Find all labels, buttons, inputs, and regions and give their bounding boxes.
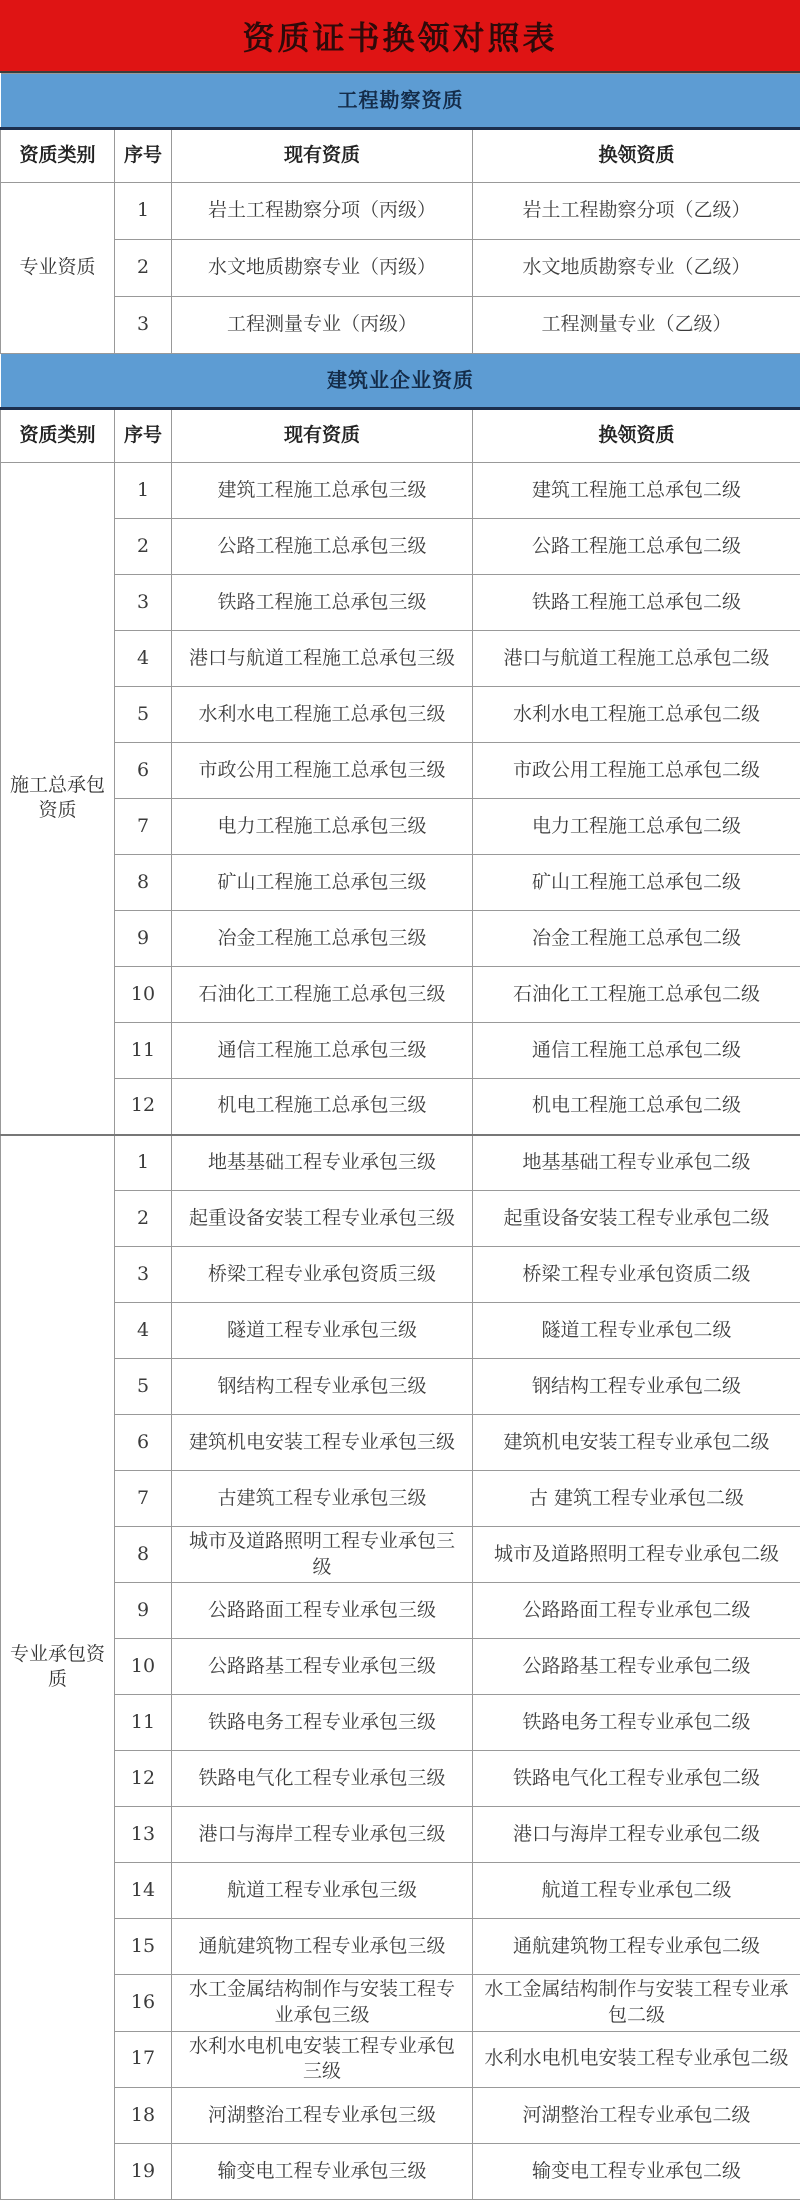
serial-cell: 5 xyxy=(115,1359,172,1415)
renew-qualification-cell: 航道工程专业承包二级 xyxy=(473,1863,800,1919)
serial-cell: 7 xyxy=(115,799,172,855)
serial-cell: 19 xyxy=(115,2143,172,2199)
section-band-label: 建筑业企业资质 xyxy=(1,354,800,409)
renew-qualification-cell: 公路路面工程专业承包二级 xyxy=(473,1583,800,1639)
column-header: 现有资质 xyxy=(172,129,473,183)
serial-cell: 2 xyxy=(115,1191,172,1247)
table-row xyxy=(1,575,800,631)
column-header-row xyxy=(1,409,800,463)
serial-cell: 1 xyxy=(115,1135,172,1191)
table-row xyxy=(1,911,800,967)
serial-cell: 4 xyxy=(115,1303,172,1359)
renew-qualification-cell: 隧道工程专业承包二级 xyxy=(473,1303,800,1359)
section-band-label: 工程勘察资质 xyxy=(1,74,800,129)
current-qualification-cell: 水工金属结构制作与安装工程专业承包三级 xyxy=(172,1975,473,2031)
table-row xyxy=(1,1583,800,1639)
current-qualification-cell: 石油化工工程施工总承包三级 xyxy=(172,967,473,1023)
serial-cell: 8 xyxy=(115,1527,172,1583)
renew-qualification-cell: 冶金工程施工总承包二级 xyxy=(473,911,800,967)
table-row xyxy=(1,855,800,911)
current-qualification-cell: 起重设备安装工程专业承包三级 xyxy=(172,1191,473,1247)
table-row xyxy=(1,463,800,519)
serial-cell: 16 xyxy=(115,1975,172,2031)
table-row xyxy=(1,2031,800,2087)
renew-qualification-cell: 水工金属结构制作与安装工程专业承包二级 xyxy=(473,1975,800,2031)
renew-qualification-cell: 机电工程施工总承包二级 xyxy=(473,1079,800,1135)
table-row xyxy=(1,1919,800,1975)
renew-qualification-cell: 公路工程施工总承包二级 xyxy=(473,519,800,575)
renew-qualification-cell: 水利水电工程施工总承包二级 xyxy=(473,687,800,743)
current-qualification-cell: 建筑工程施工总承包三级 xyxy=(172,463,473,519)
column-header: 序号 xyxy=(115,129,172,183)
renew-qualification-cell: 市政公用工程施工总承包二级 xyxy=(473,743,800,799)
renew-qualification-cell: 古 建筑工程专业承包二级 xyxy=(473,1471,800,1527)
current-qualification-cell: 桥梁工程专业承包资质三级 xyxy=(172,1247,473,1303)
serial-cell: 1 xyxy=(115,183,172,240)
renew-qualification-cell: 桥梁工程专业承包资质二级 xyxy=(473,1247,800,1303)
current-qualification-cell: 航道工程专业承包三级 xyxy=(172,1863,473,1919)
renew-qualification-cell: 矿山工程施工总承包二级 xyxy=(473,855,800,911)
table-row xyxy=(1,2087,800,2143)
current-qualification-cell: 公路路面工程专业承包三级 xyxy=(172,1583,473,1639)
table-row xyxy=(1,519,800,575)
renew-qualification-cell: 钢结构工程专业承包二级 xyxy=(473,1359,800,1415)
current-qualification-cell: 矿山工程施工总承包三级 xyxy=(172,855,473,911)
serial-cell: 6 xyxy=(115,1415,172,1471)
renew-qualification-cell: 输变电工程专业承包二级 xyxy=(473,2143,800,2199)
table-row xyxy=(1,1471,800,1527)
table-row xyxy=(1,1079,800,1135)
renew-qualification-cell: 电力工程施工总承包二级 xyxy=(473,799,800,855)
table-row xyxy=(1,687,800,743)
current-qualification-cell: 公路路基工程专业承包三级 xyxy=(172,1639,473,1695)
renew-qualification-cell: 城市及道路照明工程专业承包二级 xyxy=(473,1527,800,1583)
current-qualification-cell: 机电工程施工总承包三级 xyxy=(172,1079,473,1135)
current-qualification-cell: 港口与海岸工程专业承包三级 xyxy=(172,1807,473,1863)
table-row xyxy=(1,1863,800,1919)
serial-cell: 11 xyxy=(115,1023,172,1079)
serial-cell: 13 xyxy=(115,1807,172,1863)
table-row xyxy=(1,967,800,1023)
table-row xyxy=(1,1975,800,2031)
serial-cell: 18 xyxy=(115,2087,172,2143)
current-qualification-cell: 冶金工程施工总承包三级 xyxy=(172,911,473,967)
serial-cell: 12 xyxy=(115,1079,172,1135)
column-header: 换领资质 xyxy=(473,129,800,183)
current-qualification-cell: 建筑机电安装工程专业承包三级 xyxy=(172,1415,473,1471)
serial-cell: 3 xyxy=(115,575,172,631)
current-qualification-cell: 钢结构工程专业承包三级 xyxy=(172,1359,473,1415)
section-band-row xyxy=(1,354,800,409)
table-row xyxy=(1,1415,800,1471)
table-row xyxy=(1,1807,800,1863)
column-header: 换领资质 xyxy=(473,409,800,463)
current-qualification-cell: 水利水电工程施工总承包三级 xyxy=(172,687,473,743)
serial-cell: 2 xyxy=(115,519,172,575)
renew-qualification-cell: 水利水电机电安装工程专业承包二级 xyxy=(473,2031,800,2087)
current-qualification-cell: 水文地质勘察专业（丙级） xyxy=(172,240,473,297)
current-qualification-cell: 电力工程施工总承包三级 xyxy=(172,799,473,855)
serial-cell: 4 xyxy=(115,631,172,687)
table-row xyxy=(1,799,800,855)
page-title: 资质证书换领对照表 xyxy=(242,18,558,57)
renew-qualification-cell: 公路路基工程专业承包二级 xyxy=(473,1639,800,1695)
table-row xyxy=(1,1751,800,1807)
renew-qualification-cell: 建筑机电安装工程专业承包二级 xyxy=(473,1415,800,1471)
current-qualification-cell: 隧道工程专业承包三级 xyxy=(172,1303,473,1359)
current-qualification-cell: 岩土工程勘察分项（丙级） xyxy=(172,183,473,240)
column-header-row xyxy=(1,129,800,183)
table-row xyxy=(1,297,800,354)
current-qualification-cell: 铁路工程施工总承包三级 xyxy=(172,575,473,631)
serial-cell: 9 xyxy=(115,1583,172,1639)
table-row xyxy=(1,240,800,297)
serial-cell: 1 xyxy=(115,463,172,519)
current-qualification-cell: 输变电工程专业承包三级 xyxy=(172,2143,473,2199)
current-qualification-cell: 地基基础工程专业承包三级 xyxy=(172,1135,473,1191)
column-header: 资质类别 xyxy=(1,129,115,183)
current-qualification-cell: 工程测量专业（丙级） xyxy=(172,297,473,354)
category-cell: 施工总承包资质 xyxy=(1,463,115,1135)
current-qualification-cell: 河湖整治工程专业承包三级 xyxy=(172,2087,473,2143)
category-cell: 专业承包资质 xyxy=(1,1135,115,2200)
table-row xyxy=(1,1247,800,1303)
serial-cell: 5 xyxy=(115,687,172,743)
current-qualification-cell: 古建筑工程专业承包三级 xyxy=(172,1471,473,1527)
current-qualification-cell: 铁路电务工程专业承包三级 xyxy=(172,1695,473,1751)
table-row xyxy=(1,631,800,687)
column-header: 资质类别 xyxy=(1,409,115,463)
table-row xyxy=(1,1527,800,1583)
serial-cell: 15 xyxy=(115,1919,172,1975)
current-qualification-cell: 铁路电气化工程专业承包三级 xyxy=(172,1751,473,1807)
renew-qualification-cell: 岩土工程勘察分项（乙级） xyxy=(473,183,800,240)
renew-qualification-cell: 铁路工程施工总承包二级 xyxy=(473,575,800,631)
current-qualification-cell: 公路工程施工总承包三级 xyxy=(172,519,473,575)
serial-cell: 17 xyxy=(115,2031,172,2087)
serial-cell: 6 xyxy=(115,743,172,799)
serial-cell: 10 xyxy=(115,1639,172,1695)
renew-qualification-cell: 工程测量专业（乙级） xyxy=(473,297,800,354)
table-row xyxy=(1,1023,800,1079)
serial-cell: 8 xyxy=(115,855,172,911)
table-row xyxy=(1,1695,800,1751)
current-qualification-cell: 通航建筑物工程专业承包三级 xyxy=(172,1919,473,1975)
renew-qualification-cell: 水文地质勘察专业（乙级） xyxy=(473,240,800,297)
renew-qualification-cell: 铁路电务工程专业承包二级 xyxy=(473,1695,800,1751)
renew-qualification-cell: 通航建筑物工程专业承包二级 xyxy=(473,1919,800,1975)
table-row xyxy=(1,1639,800,1695)
renew-qualification-cell: 港口与航道工程施工总承包二级 xyxy=(473,631,800,687)
table-row xyxy=(1,2143,800,2199)
table-row xyxy=(1,183,800,240)
renew-qualification-cell: 港口与海岸工程专业承包二级 xyxy=(473,1807,800,1863)
serial-cell: 14 xyxy=(115,1863,172,1919)
page-title-bar xyxy=(0,0,800,73)
renew-qualification-cell: 铁路电气化工程专业承包二级 xyxy=(473,1751,800,1807)
current-qualification-cell: 水利水电机电安装工程专业承包三级 xyxy=(172,2031,473,2087)
renew-qualification-cell: 通信工程施工总承包二级 xyxy=(473,1023,800,1079)
table-row xyxy=(1,1191,800,1247)
comparison-table xyxy=(0,73,800,2200)
table-row xyxy=(1,743,800,799)
serial-cell: 9 xyxy=(115,911,172,967)
serial-cell: 11 xyxy=(115,1695,172,1751)
serial-cell: 7 xyxy=(115,1471,172,1527)
current-qualification-cell: 市政公用工程施工总承包三级 xyxy=(172,743,473,799)
table-row xyxy=(1,1303,800,1359)
serial-cell: 12 xyxy=(115,1751,172,1807)
current-qualification-cell: 城市及道路照明工程专业承包三级 xyxy=(172,1527,473,1583)
column-header: 序号 xyxy=(115,409,172,463)
serial-cell: 3 xyxy=(115,297,172,354)
serial-cell: 2 xyxy=(115,240,172,297)
renew-qualification-cell: 地基基础工程专业承包二级 xyxy=(473,1135,800,1191)
current-qualification-cell: 通信工程施工总承包三级 xyxy=(172,1023,473,1079)
table-row xyxy=(1,1359,800,1415)
serial-cell: 3 xyxy=(115,1247,172,1303)
category-cell: 专业资质 xyxy=(1,183,115,354)
table-row xyxy=(1,1135,800,1191)
renew-qualification-cell: 起重设备安装工程专业承包二级 xyxy=(473,1191,800,1247)
renew-qualification-cell: 河湖整治工程专业承包二级 xyxy=(473,2087,800,2143)
renew-qualification-cell: 石油化工工程施工总承包二级 xyxy=(473,967,800,1023)
section-band-row xyxy=(1,74,800,129)
serial-cell: 10 xyxy=(115,967,172,1023)
current-qualification-cell: 港口与航道工程施工总承包三级 xyxy=(172,631,473,687)
renew-qualification-cell: 建筑工程施工总承包二级 xyxy=(473,463,800,519)
column-header: 现有资质 xyxy=(172,409,473,463)
